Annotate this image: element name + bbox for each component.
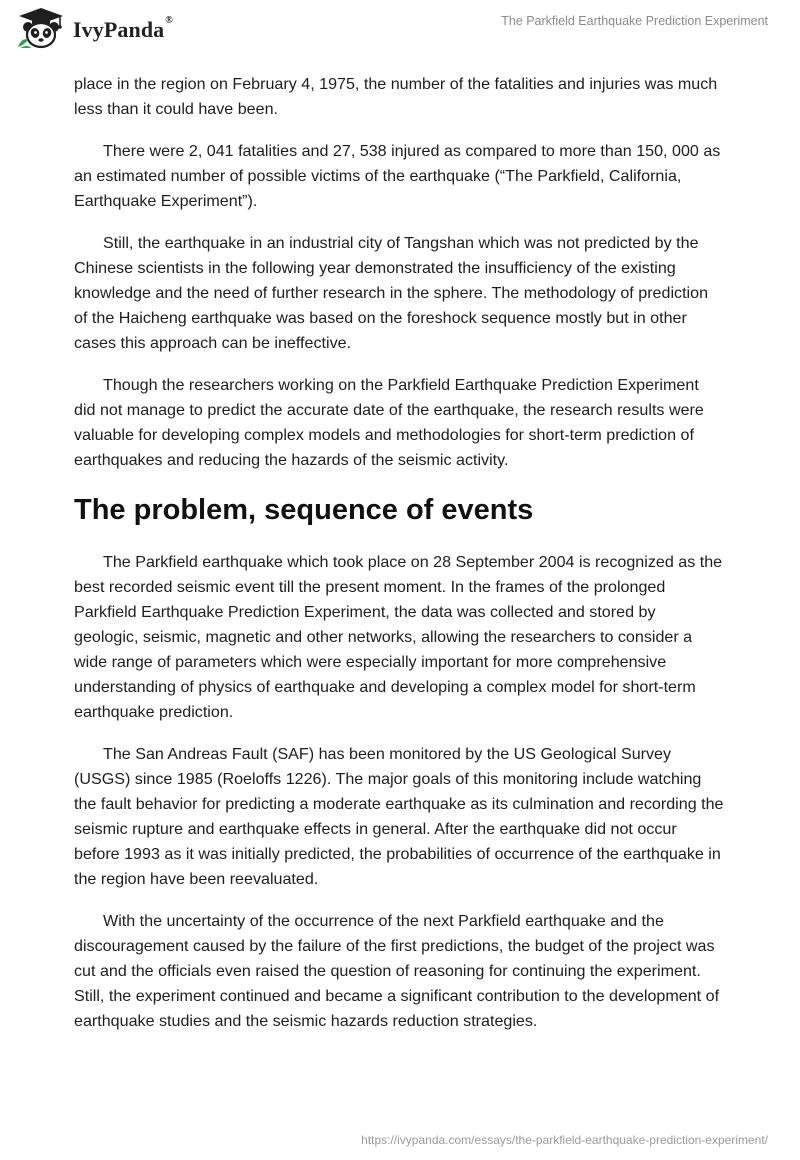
paragraph: Though the researchers working on the Parkfield Earthquake Prediction Experiment did not manage to predict the accurate date of the earthquake, the research results were valuable for developing complex models and methodologies for short-term prediction of earthquakes and reducing the hazards of the seismic activity.	[74, 376, 704, 469]
section-heading: The problem, sequence of events	[74, 494, 534, 526]
paragraph: There were 2, 041 fatalities and 27, 538 injured as compared to more than 150, 000 as an estimated number of possible victims of the earthquake (“The Parkfield, California, Earthquake Experiment”).	[74, 142, 721, 210]
document-title: The Parkfield Earthquake Prediction Experiment	[501, 14, 768, 28]
paragraph: Still, the earthquake in an industrial city of Tangshan which was not predicted by the Chinese scientists in the following year demonstrated the insufficiency of the existing knowledge and the need of further research in the sphere. The methodology of prediction of the Haicheng earthquake was based on the foreshock sequence mostly but in other cases this approach can be ineffective.	[74, 234, 709, 352]
paragraph: The San Andreas Fault (SAF) has been monitored by the US Geological Survey (USGS) since 1985 (Roeloffs 1226). The major goals of this monitoring include watching the fault behavior for predicting a moderate earthquake as its culmination and recording the seismic rupture and earthquake effects in general. After the earthquake did not occur before 1993 as it was initially predicted, the probabilities of occurrence of the earthquake in the region have been reevaluated.	[74, 745, 724, 888]
ivypanda-logo[interactable]	[16, 7, 173, 49]
essay-body	[74, 72, 724, 1051]
brand-name: IvyPanda®	[73, 15, 173, 42]
paragraph: The Parkfield earthquake which took place on 28 September 2004 is recognized as the best recorded seismic event till the present moment. In the frames of the prolonged Parkfield Earthquake Prediction Experiment, the data was collected and stored by geologic, seismic, magnetic and other networks, allowing the researchers to consider a wide range of parameters which were especially important for more comprehensive understanding of physics of earthquake and developing a complex model for short-term earthquake prediction.	[74, 553, 723, 721]
paragraph: With the uncertainty of the occurrence of the next Parkfield earthquake and the discouragement caused by the failure of the first predictions, the budget of the project was cut and the officials even raised the question of reasoning for continuing the experiment. Still, the experiment continued and became a significant contribution to the development of earthquake studies and the seismic hazards reduction strategies.	[74, 912, 720, 1030]
registered-mark: ®	[165, 15, 173, 26]
panda-graduate-icon	[16, 7, 66, 49]
source-url[interactable]: https://ivypanda.com/essays/the-parkfield-earthquake-prediction-experiment/	[361, 1133, 768, 1147]
paragraph-continuation: place in the region on February 4, 1975, the number of the fatalities and injuries was much less than it could have been.	[74, 75, 718, 118]
page-header	[0, 0, 800, 66]
